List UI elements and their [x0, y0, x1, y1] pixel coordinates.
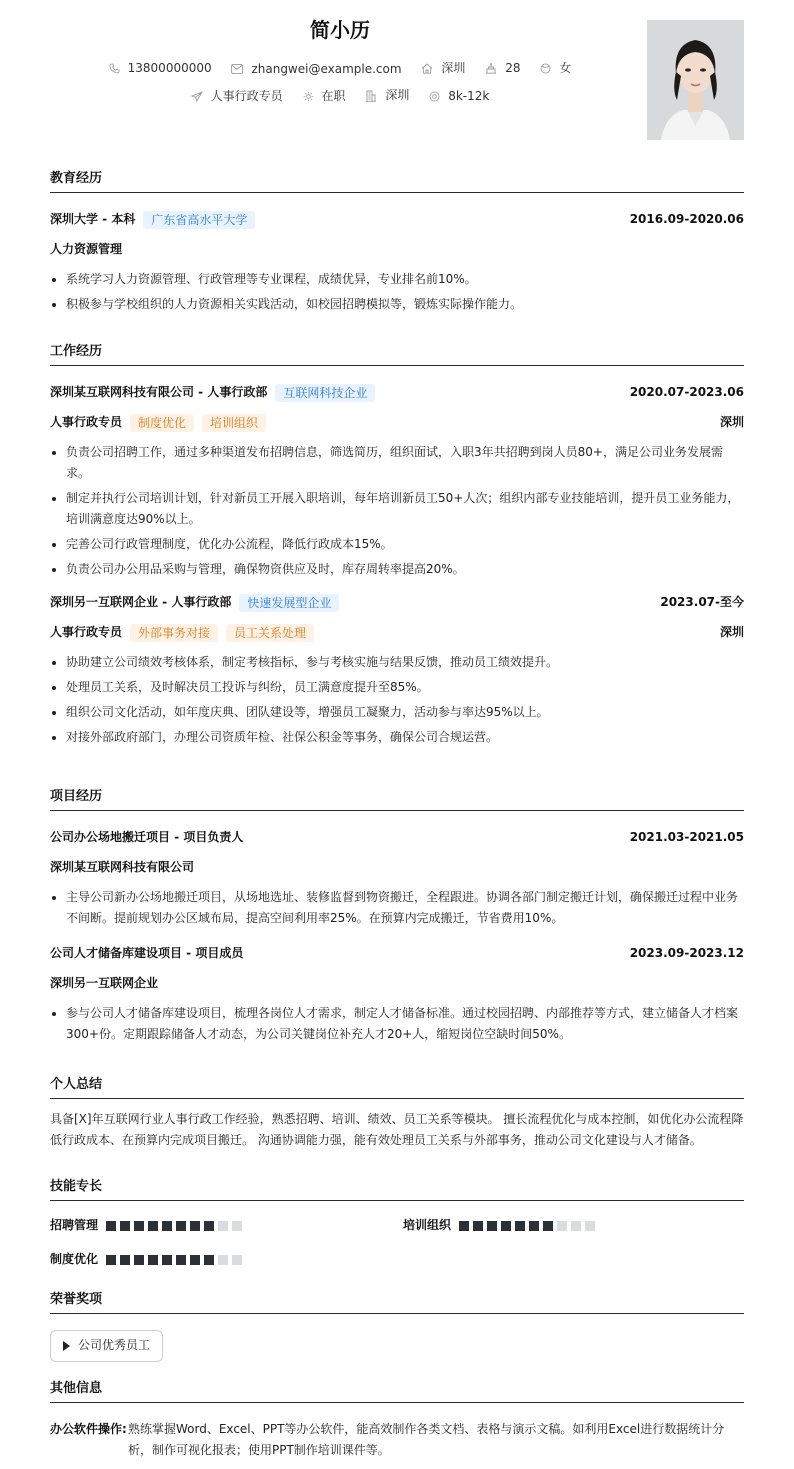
role-tag: 培训组织	[202, 414, 266, 432]
building-icon	[365, 90, 377, 102]
education-title: 教育经历	[50, 170, 744, 193]
list-item: 负责公司办公用品采购与管理，确保物资供应及时，库存周转率提高20%。	[50, 559, 744, 580]
work-title: 工作经历	[50, 343, 744, 366]
list-item: 参与公司人才储备库建设项目，梳理各岗位人才需求，制定人才储备标准。通过校园招聘、内部推荐等方式，建立储备人才档案300+份。定期跟踪储备人才动态，为公司关键岗位补充人才20+人，缩短岗位空缺时间50%。	[50, 1003, 744, 1045]
project-period: 2023.09-2023.12	[629, 946, 744, 961]
skill-level-block	[204, 1255, 214, 1265]
skill-level-block	[232, 1221, 242, 1231]
salary-text: 8k-12k	[448, 88, 490, 103]
skill-item	[403, 1217, 599, 1234]
salary-item	[429, 88, 489, 105]
education-bullets	[50, 269, 744, 315]
list-item: 对接外部政府部门，办理公司资质年检、社保公积金等事务，确保公司合规运营。	[50, 727, 744, 748]
skill-level-block	[232, 1255, 242, 1265]
skill-level-block	[148, 1221, 158, 1231]
send-icon	[191, 91, 203, 102]
candidate-name: 简小历	[310, 18, 370, 42]
target-city-item	[365, 87, 409, 104]
skill-level-block	[557, 1221, 567, 1231]
gender-icon	[540, 63, 551, 74]
education-period: 2016.09-2020.06	[629, 212, 744, 227]
skill-level-block	[162, 1221, 172, 1231]
project-period: 2021.03-2021.05	[629, 830, 744, 845]
skill-level-block	[543, 1221, 553, 1231]
job-role-row	[50, 408, 744, 438]
project-bullets	[50, 887, 744, 929]
skill-level-block	[529, 1221, 539, 1231]
summary-text: 具备[X]年互联网行业人事行政工作经验，熟悉招聘、培训、绩效、员工关系等模块。 擅长流程优化与成本控制，如优化办公流程降低行政成本、在预算内完成项目搬迁。 沟通协调能力强，能有效处理员工关系与外部事务，推动公司文化建设与人才储备。	[50, 1112, 744, 1147]
job-bullets	[50, 442, 744, 580]
summary-title: 个人总结	[50, 1076, 744, 1099]
gear-icon	[303, 91, 314, 102]
status-item	[303, 88, 346, 105]
skill-level-block	[459, 1221, 469, 1231]
list-item: 处理员工关系，及时解决员工投诉与纠纷，员工满意度提升至85%。	[50, 677, 744, 698]
education-header-row	[50, 205, 744, 235]
skill-level-block	[162, 1255, 172, 1265]
skill-level-block	[204, 1221, 214, 1231]
email-text: zhangwei@example.com	[251, 61, 402, 76]
skill-item	[50, 1251, 246, 1268]
location-item	[421, 60, 465, 77]
skills-section	[50, 1178, 744, 1279]
skill-name: 招聘管理	[50, 1218, 99, 1232]
target-city-text: 深圳	[385, 88, 410, 102]
list-item: 积极参与学校组织的人力资源相关实践活动，如校园招聘模拟等，锻炼实际操作能力。	[50, 294, 744, 315]
project-org: 深圳另一互联网企业	[50, 976, 159, 991]
job-city: 深圳	[719, 625, 744, 640]
skill-level-bar	[106, 1255, 246, 1265]
skill-level-block	[218, 1255, 228, 1265]
job-role: 人事行政专员	[50, 415, 123, 430]
money-icon	[429, 91, 440, 102]
skill-level-block	[106, 1221, 116, 1231]
project-header-row	[50, 823, 744, 853]
phone-text: 13800000000	[127, 61, 212, 75]
company-name: 深圳另一互联网企业 - 人事行政部	[50, 595, 232, 610]
list-item: 制定并执行公司培训计划，针对新员工开展入职培训，每年培训新员工50+人次；组织内部专业技能培训，提升员工业务能力，培训满意度达90%以上。	[50, 488, 744, 530]
phone-icon	[109, 63, 120, 74]
skill-name: 培训组织	[403, 1218, 452, 1232]
skill-level-block	[120, 1221, 130, 1231]
project-bullets	[50, 1003, 744, 1045]
list-item: 负责公司招聘工作，通过多种渠道发布招聘信息，筛选简历，组织面试，入职3年共招聘到岗人员80+，满足公司业务发展需求。	[50, 442, 744, 484]
honor-text: 公司优秀员工	[78, 1338, 151, 1353]
skills-title: 技能专长	[50, 1178, 744, 1201]
summary-section	[50, 1076, 744, 1151]
email-item	[231, 61, 401, 78]
skill-level-block	[190, 1255, 200, 1265]
school-tag: 广东省高水平大学	[143, 211, 255, 229]
job-role-row	[50, 618, 744, 648]
location-text: 深圳	[441, 61, 466, 75]
major-name: 人力资源管理	[50, 242, 123, 257]
company-name: 深圳某互联网科技有限公司 - 人事行政部	[50, 385, 268, 400]
skill-level-block	[585, 1221, 595, 1231]
play-icon	[63, 1341, 70, 1351]
skill-level-block	[501, 1221, 511, 1231]
gender-item	[540, 60, 571, 77]
list-item: 组织公司文化活动，如年度庆典、团队建设等，增强员工凝聚力，活动参与率达95%以上。	[50, 702, 744, 723]
skill-level-block	[515, 1221, 525, 1231]
skill-level-block	[106, 1255, 116, 1265]
mail-icon	[231, 64, 243, 74]
school-name: 深圳大学 - 本科	[50, 212, 136, 227]
skill-level-block	[190, 1221, 200, 1231]
age-item	[485, 60, 520, 77]
other-title: 其他信息	[50, 1380, 744, 1403]
role-tag: 制度优化	[130, 414, 194, 432]
status-text: 在职	[321, 88, 346, 103]
resume-header	[0, 0, 794, 150]
role-tag: 员工关系处理	[226, 624, 314, 642]
honors-section	[50, 1291, 744, 1362]
skill-level-block	[571, 1221, 581, 1231]
intent-row	[0, 87, 680, 107]
age-icon	[485, 63, 497, 74]
job-city: 深圳	[719, 415, 744, 430]
skill-name: 制度优化	[50, 1252, 99, 1266]
skill-level-block	[487, 1221, 497, 1231]
skills-grid	[50, 1209, 744, 1279]
other-text: 熟练掌握Word、Excel、PPT等办公软件，能高效制作各类文档、表格与演示文稿。如利用Excel进行数据统计分析，制作可视化报表；使用PPT制作培训课件等。	[128, 1422, 725, 1457]
honors-title: 荣誉奖项	[50, 1291, 744, 1314]
other-info-row	[50, 1419, 744, 1461]
education-section	[50, 170, 744, 319]
skill-level-bar	[459, 1221, 599, 1231]
list-item: 协助建立公司绩效考核体系，制定考核指标，参与考核实施与结果反馈，推动员工绩效提升。	[50, 652, 744, 673]
project-org: 深圳某互联网科技有限公司	[50, 860, 195, 875]
skill-item	[50, 1217, 246, 1234]
company-tag: 互联网科技企业	[275, 384, 375, 402]
skill-level-block	[176, 1221, 186, 1231]
age-text: 28	[505, 61, 521, 75]
skill-level-block	[176, 1255, 186, 1265]
project-org-row	[50, 853, 744, 883]
list-item: 主导公司新办公场地搬迁项目，从场地选址、装修监督到物资搬迁，全程跟进。协调各部门制定搬迁计划，确保搬迁过程中业务不间断。提前规划办公区域布局，提高空间利用率25%。在预算内完成搬迁，节省费用10%。	[50, 887, 744, 929]
skill-level-block	[218, 1221, 228, 1231]
job-role: 人事行政专员	[50, 625, 123, 640]
job-bullets	[50, 652, 744, 748]
job-period: 2020.07-2023.06	[629, 385, 744, 400]
contact-row	[0, 60, 680, 80]
other-label: 办公软件操作:	[50, 1422, 127, 1436]
skill-level-block	[473, 1221, 483, 1231]
skill-level-bar	[106, 1221, 246, 1231]
project-header-row	[50, 939, 744, 969]
work-section	[50, 343, 744, 752]
gender-text: 女	[559, 61, 572, 75]
projects-section	[50, 788, 744, 1049]
skill-level-block	[148, 1255, 158, 1265]
job-period: 2023.07-至今	[660, 595, 744, 610]
honor-item[interactable]	[50, 1330, 163, 1362]
other-section	[50, 1380, 744, 1461]
job-header-row	[50, 378, 744, 408]
home-icon	[421, 63, 433, 74]
project-org-row	[50, 969, 744, 999]
job-target-item	[191, 88, 283, 105]
phone-item	[109, 60, 212, 77]
project-name: 公司人才储备库建设项目 - 项目成员	[50, 946, 244, 961]
job-target-text: 人事行政专员	[210, 88, 283, 103]
role-tag: 外部事务对接	[130, 624, 218, 642]
profile-photo	[647, 20, 744, 140]
project-name: 公司办公场地搬迁项目 - 项目负责人	[50, 830, 244, 845]
skill-level-block	[120, 1255, 130, 1265]
skill-level-block	[134, 1255, 144, 1265]
company-tag: 快速发展型企业	[239, 594, 339, 612]
job-header-row	[50, 588, 744, 618]
projects-title: 项目经历	[50, 788, 744, 811]
skill-level-block	[134, 1221, 144, 1231]
list-item: 系统学习人力资源管理、行政管理等专业课程，成绩优异，专业排名前10%。	[50, 269, 744, 290]
list-item: 完善公司行政管理制度，优化办公流程，降低行政成本15%。	[50, 534, 744, 555]
major-row	[50, 235, 744, 265]
